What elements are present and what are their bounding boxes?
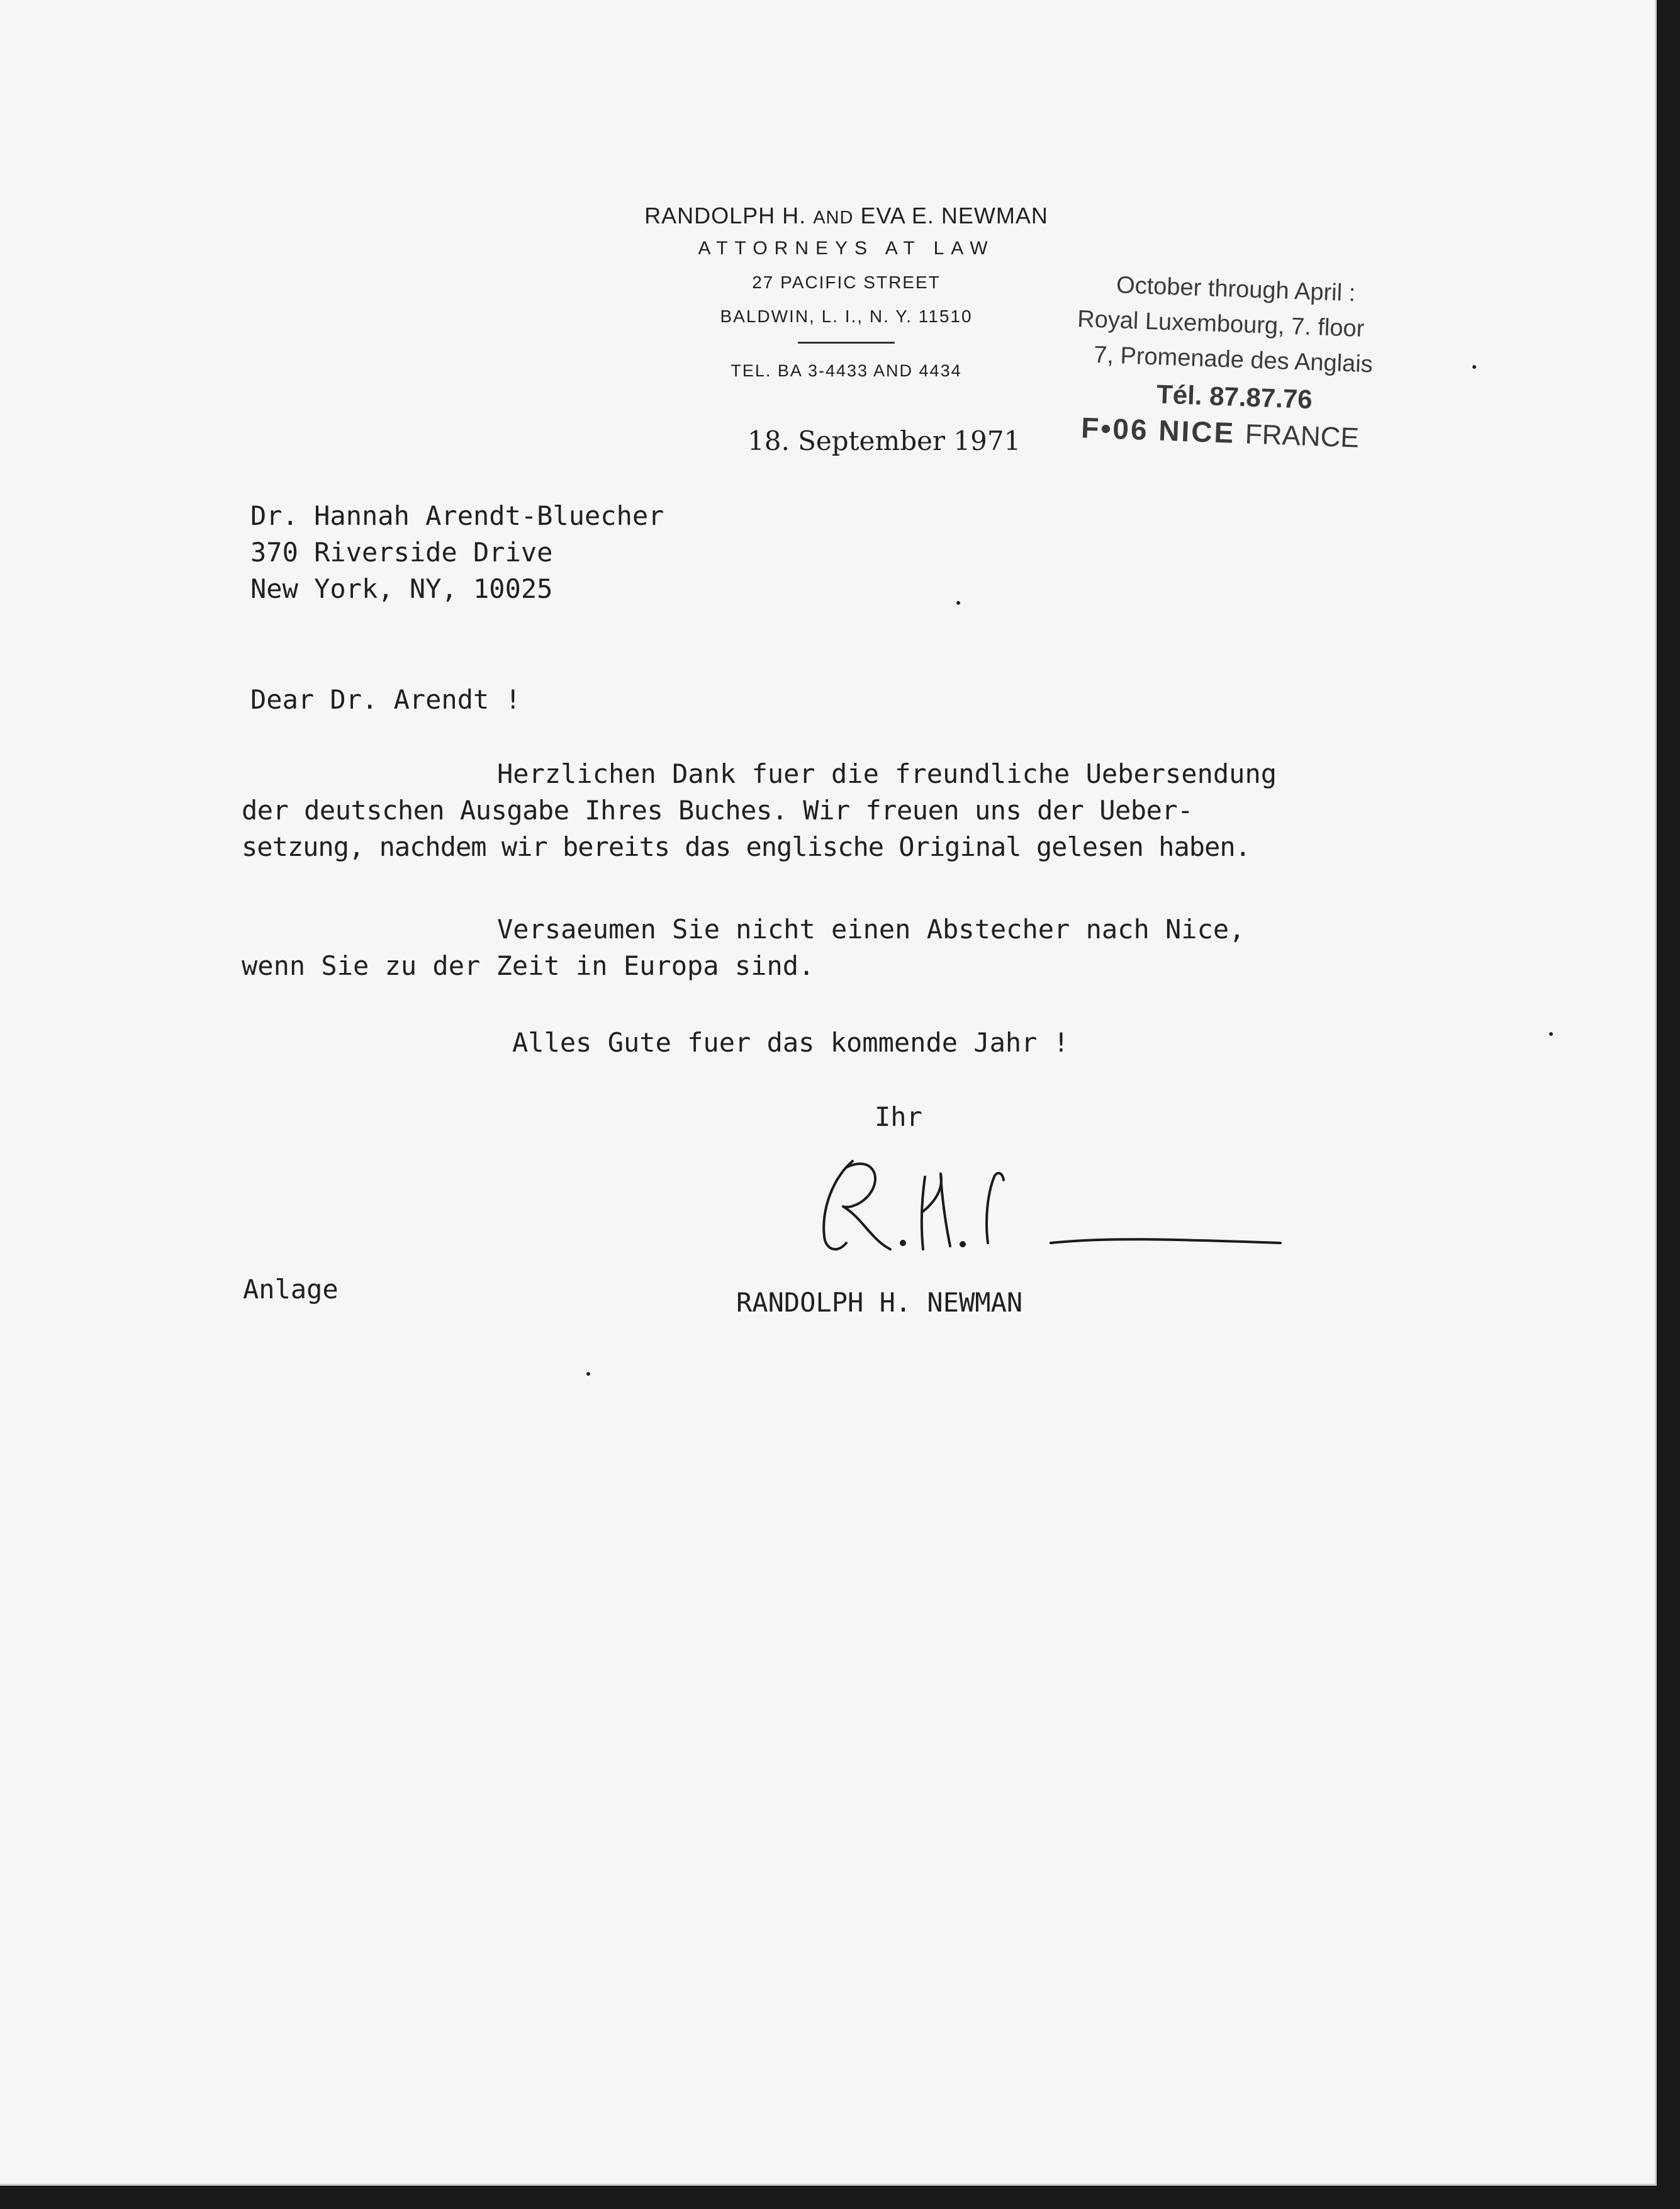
body-p1-line1: Herzlichen Dank fuer die freundliche Uebersendung: [497, 758, 1277, 789]
paper-speck: [586, 1372, 590, 1376]
signer-name: RANDOLPH H. NEWMAN: [736, 1287, 1023, 1318]
letter-date: 18. September 1971: [748, 425, 1021, 456]
paper-speck: [1472, 365, 1476, 369]
body-p2-line2: wenn Sie zu der Zeit in Europa sind.: [242, 950, 815, 981]
body-p1-line2: der deutschen Ausgabe Ihres Buches. Wir freuen uns der Ueber-: [242, 795, 1193, 826]
letterhead-phone: TEL. BA 3-4433 AND 4434: [731, 361, 962, 380]
stamp-line-phone: Tél. 87.87.76: [1156, 379, 1313, 415]
address-stamp: [1072, 271, 1469, 485]
letterhead-street: 27 PACIFIC STREET: [752, 273, 941, 292]
stamp-country: FRANCE: [1245, 419, 1360, 454]
stamp-city: F•06 NICE: [1080, 411, 1236, 449]
stamp-line-street: 7, Promenade des Anglais: [1093, 341, 1374, 378]
salutation: Dear Dr. Arendt !: [250, 684, 521, 715]
letterhead-name: RANDOLPH H. AND EVA E. NEWMAN: [644, 203, 1048, 228]
paper-speck: [1549, 1032, 1553, 1036]
body-p3: Alles Gute fuer das kommende Jahr !: [512, 1027, 1070, 1058]
letterhead-city: BALDWIN, L. I., N. Y. 11510: [720, 306, 973, 326]
stamp-line-city: [1080, 410, 1359, 454]
body-p1-line3: setzung, nachdem wir bereits das englische Original gelesen haben.: [242, 831, 1250, 862]
recipient-street: 370 Riverside Drive: [250, 537, 553, 568]
letterhead-title: ATTORNEYS AT LAW: [698, 238, 995, 259]
stamp-line-season: October through April :: [1116, 272, 1356, 307]
enclosure-note: Anlage: [243, 1274, 339, 1305]
closing: Ihr: [875, 1101, 922, 1132]
recipient-name: Dr. Hannah Arendt-Bluecher: [250, 500, 664, 531]
recipient-city: New York, NY, 10025: [250, 573, 553, 604]
body-p2-line1: Versaeumen Sie nicht einen Abstecher nach Nice,: [497, 914, 1245, 945]
paper-speck: [956, 601, 960, 605]
letterhead-divider: [798, 342, 895, 344]
stamp-line-building: Royal Luxembourg, 7. floor: [1077, 305, 1365, 342]
signature: [809, 1149, 1287, 1262]
